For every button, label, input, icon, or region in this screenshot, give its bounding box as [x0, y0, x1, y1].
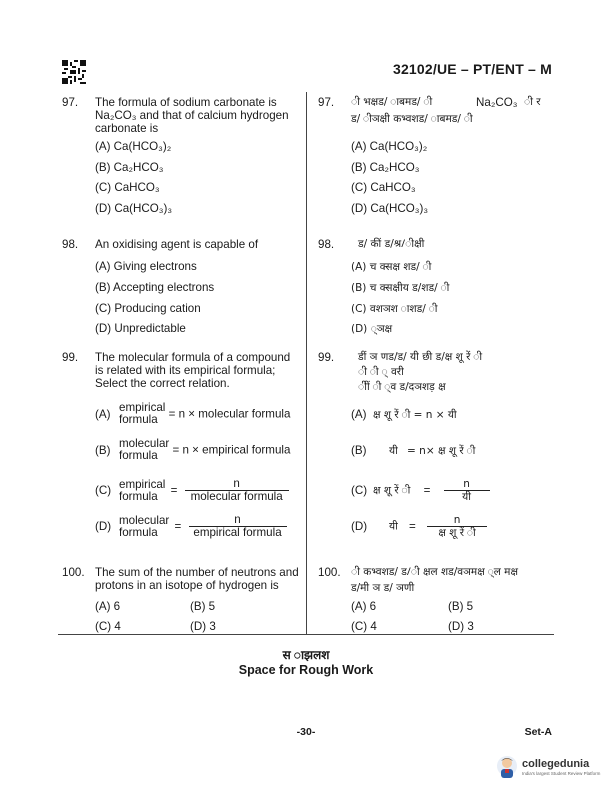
- option-a: (A) 6: [95, 600, 121, 613]
- fraction: $\frac{n}{\text{empirical formula}}$: [189, 514, 287, 539]
- column-divider: [306, 92, 307, 634]
- fraction: $\frac{n}{\text{यी}}$: [444, 478, 490, 503]
- collegedunia-logo-icon: [494, 752, 520, 782]
- option-d: [351, 514, 487, 539]
- option-c: (C) 4: [351, 620, 377, 633]
- option-d: (D) 3: [448, 620, 474, 633]
- option-b: (B) Ca₂HCO₃: [95, 161, 164, 174]
- option-letter: (B): [351, 444, 367, 457]
- question-number: 98.: [318, 238, 335, 251]
- question-text-tail: ी र: [524, 96, 541, 108]
- question-number: 100.: [318, 566, 341, 579]
- option-d: (D) Unpredictable: [95, 322, 186, 335]
- option-a: (A) Giving electrons: [95, 260, 197, 273]
- option-b: (B) च क्सक्षीय ड/शड/ ी: [351, 282, 450, 294]
- option-a: (A) Ca(HCO₃)₂: [95, 140, 172, 153]
- question-text: ड/ कीं ड/श्र/ीक्षी: [358, 238, 425, 250]
- option-b: (B) Accepting electrons: [95, 281, 215, 294]
- lhs-term: क्ष शू रें ी: [373, 484, 411, 497]
- question-text-line2: ड/मी ञ ड/ ञणी: [351, 582, 415, 594]
- page-number: -30-: [296, 726, 316, 738]
- option-d: (D) 3: [190, 620, 216, 633]
- option-b: (B) Ca₂HCO₃: [351, 161, 420, 174]
- option-letter: (A): [351, 408, 367, 421]
- option-d: (D) Ca(HCO₃)₃: [351, 202, 429, 215]
- paper-code: 32102/UE – PT/ENT – M: [392, 61, 552, 77]
- question-text: The sum of the number of neutrons and protons in an isotope of hydrogen is: [95, 566, 299, 593]
- option-letter: (C): [95, 484, 112, 497]
- question-text-line1: ी भक्षड/ ाबमड/ ी: [351, 96, 433, 108]
- question-number: 100.: [62, 566, 85, 579]
- rhs-expression: = n × empirical formula: [172, 443, 291, 457]
- option-a: (A) Ca(HCO₃)₂: [351, 140, 428, 153]
- option-c: (C) CaHCO₃: [95, 181, 160, 194]
- question-text-line2: ड/ ीञक्षी कभ्वशड/ ाबमड/ ी: [351, 113, 473, 125]
- lhs-term: molecular formula: [119, 513, 170, 539]
- fraction: $\frac{n}{\text{molecular formula}}$: [185, 478, 289, 503]
- question-text-line1: ी कभ्वशड/ ड/ी क्षल शड/वञमक्ष ्ल मक्ष: [351, 566, 518, 578]
- option-b: (B) 5: [190, 600, 216, 613]
- option-letter: (D): [351, 520, 368, 533]
- set-label: Set-A: [524, 726, 552, 738]
- logo-wordmark: collegedunia: [522, 758, 590, 770]
- question-text: The formula of sodium carbonate is Na₂CO₃ and that of calcium hydrogen carbonate is: [95, 96, 289, 136]
- option-d: [95, 514, 287, 539]
- lhs-term: यी: [389, 520, 398, 533]
- question-text-line1: डीं ञ णड/ड/ यी छी ड/क्ष शू रें ी: [358, 351, 483, 363]
- rhs-expression: = n× क्ष शू रें ी: [407, 445, 476, 457]
- question-number: 97.: [318, 96, 335, 109]
- lhs-term: क्ष शू रें ी: [373, 409, 411, 421]
- rough-work-label-hindi: स ाझलश: [282, 648, 330, 662]
- question-number: 99.: [62, 351, 79, 364]
- option-b: [95, 438, 290, 462]
- lhs-term: यी: [389, 445, 398, 457]
- option-b: (B) 5: [448, 600, 474, 613]
- option-letter: (C): [351, 484, 368, 497]
- option-a: (A) 6: [351, 600, 377, 613]
- question-text: An oxidising agent is capable of: [95, 238, 259, 251]
- qr-code: [62, 60, 86, 84]
- question-text-line3: ीीं ी ्व ड/दञशड़ क्ष: [358, 381, 446, 393]
- question-text-line2: ी ी ् वरी: [358, 366, 404, 378]
- question-number: 99.: [318, 351, 335, 364]
- lhs-term: molecular formula: [119, 437, 170, 462]
- option-c: (C) CaHCO₃: [351, 181, 416, 194]
- option-c: [95, 478, 289, 503]
- formula: Na₂CO₃: [476, 96, 518, 109]
- option-letter: (D): [95, 520, 112, 533]
- equals-sign: =: [423, 484, 431, 497]
- rough-work-label: Space for Rough Work: [238, 663, 374, 677]
- option-b: [351, 444, 475, 458]
- equals-sign: =: [170, 484, 178, 497]
- bottom-rule: [58, 634, 554, 635]
- logo-tagline: India's largest Student Review Platform: [522, 771, 601, 776]
- fraction: $\frac{n}{\text{क्ष शू रें ी}}$: [427, 514, 487, 539]
- equals-sign: =: [174, 520, 182, 533]
- option-c: (C) Producing cation: [95, 302, 201, 315]
- option-a: [351, 408, 457, 422]
- question-number: 98.: [62, 238, 79, 251]
- equals-sign: =: [409, 520, 416, 533]
- option-c: (C) वशञश ाशड/ ी: [351, 303, 438, 315]
- option-a: (A) च क्सक्ष शड/ ी: [351, 261, 432, 273]
- option-d: (D) ्ञक्ष: [351, 323, 393, 335]
- rhs-expression: = n × यी: [413, 409, 457, 421]
- lhs-term: empirical formula: [119, 477, 166, 503]
- option-letter: (A): [95, 407, 111, 421]
- lhs-term: empirical formula: [119, 401, 166, 426]
- option-a: [95, 402, 290, 426]
- question-number: 97.: [62, 96, 79, 109]
- question-text: The molecular formula of a compound is related with its empirical formula; Select the correct relation.: [95, 351, 291, 391]
- option-c: [351, 478, 490, 503]
- rhs-expression: = n × molecular formula: [168, 407, 291, 421]
- option-d: (D) Ca(HCO₃)₃: [95, 202, 173, 215]
- option-c: (C) 4: [95, 620, 121, 633]
- option-letter: (B): [95, 443, 111, 457]
